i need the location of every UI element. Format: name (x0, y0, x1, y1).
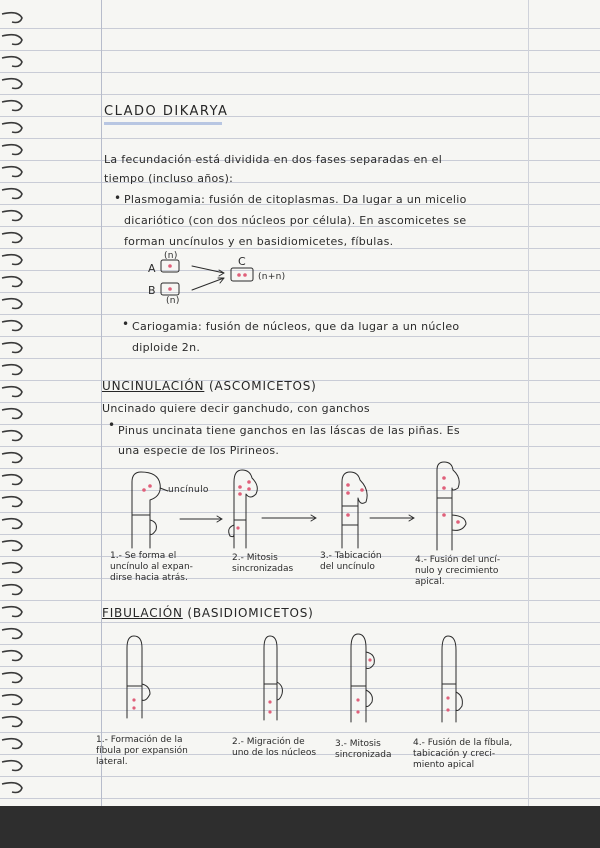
caption-line: miento apical (413, 760, 475, 770)
caption-line: 3.- Tabicación (320, 551, 382, 561)
uncinulacion-definition: Uncinado quiere decir ganchudo, con ganchos (102, 402, 370, 415)
arrow-a-to-c (192, 266, 224, 273)
caption-line: 2.- Mitosis (232, 553, 278, 563)
label-b: B (148, 284, 156, 297)
caption-line: dirse hacia atrás. (110, 573, 188, 583)
fibulacion-heading-main: FIBULACIÓN (102, 606, 183, 620)
ploidy-a: (n) (164, 251, 178, 261)
caption-line: 4.- Fusión del uncí- (415, 555, 501, 565)
scanner-background (0, 806, 600, 848)
caption-line: apical. (415, 577, 445, 587)
caption-line: sincronizada (335, 750, 392, 760)
pinus-line-2: una especie de los Pirineos. (118, 444, 280, 457)
nuclei (132, 264, 459, 713)
label-c: C (238, 255, 246, 268)
caption-line: 4.- Fusión de la fíbula, (413, 738, 513, 748)
bullet-dot: • (108, 418, 116, 432)
ploidy-c: (n+n) (258, 272, 286, 282)
fibula-stage-1 (127, 636, 150, 718)
caption-line: 1.- Se forma el (110, 551, 177, 561)
bullet-dot: • (122, 317, 130, 331)
intro-line-2: tiempo (incluso años): (104, 172, 234, 185)
uncinulo-stage-2 (229, 470, 258, 548)
bullet-dot: • (114, 191, 122, 205)
caption-line: tabicación y creci- (413, 749, 496, 759)
plasmogamia-line-1: Plasmogamia: fusión de citoplasmas. Da lugar a un micelio (124, 193, 467, 206)
uncinulo-stage-1 (132, 472, 168, 548)
fibula-stage-4 (442, 636, 462, 722)
uncinulo-label: uncínulo (168, 485, 209, 495)
uncinulo-stage-4 (437, 462, 466, 550)
ploidy-b: (n) (166, 296, 180, 306)
caption-line: lateral. (96, 757, 128, 767)
caption-line: 2.- Migración de (232, 737, 305, 747)
caption-line: sincronizadas (232, 564, 294, 574)
cariogamia-line-1: Cariogamia: fusión de núcleos, que da lugar a un núcleo (132, 320, 460, 333)
label-a: A (148, 262, 156, 275)
caption-line: uno de los núcleos (232, 748, 317, 758)
plasmogamia-line-2: dicariótico (con dos núcleos por célula). En ascomicetes se (124, 214, 467, 227)
fibulacion-heading-group: (BASIDIOMICETOS) (187, 606, 314, 620)
caption-line: uncínulo al expan- (110, 562, 193, 572)
fibula-stage-2 (264, 636, 282, 720)
caption-line: nulo y crecimiento (415, 566, 499, 576)
caption-line: 1.- Formación de la (96, 735, 183, 745)
pinus-line-1: Pinus uncinata tiene ganchos en las láscas de las piñas. Es (118, 424, 460, 437)
uncinulacion-heading-main: UNCINULACIÓN (102, 379, 205, 393)
caption-line: 3.- Mitosis (335, 739, 381, 749)
uncinulacion-heading-group: (ASCOMICETOS) (208, 379, 317, 393)
page-title: CLADO DIKARYA (104, 104, 229, 119)
caption-line: del uncínulo (320, 562, 375, 572)
fibula-stage-3 (351, 634, 374, 722)
caption-line: fíbula por expansión (96, 746, 188, 756)
uncinulo-stage-3 (342, 472, 367, 548)
plasmogamia-line-3: forman uncínulos y en basidiomicetes, fíbulas. (124, 235, 394, 248)
intro-line-1: La fecundación está dividida en dos fases separadas en el (104, 153, 443, 166)
arrow-b-to-c (192, 278, 224, 290)
dikaryotic-cell-c (231, 268, 253, 281)
cariogamia-line-2: diploide 2n. (132, 341, 201, 354)
